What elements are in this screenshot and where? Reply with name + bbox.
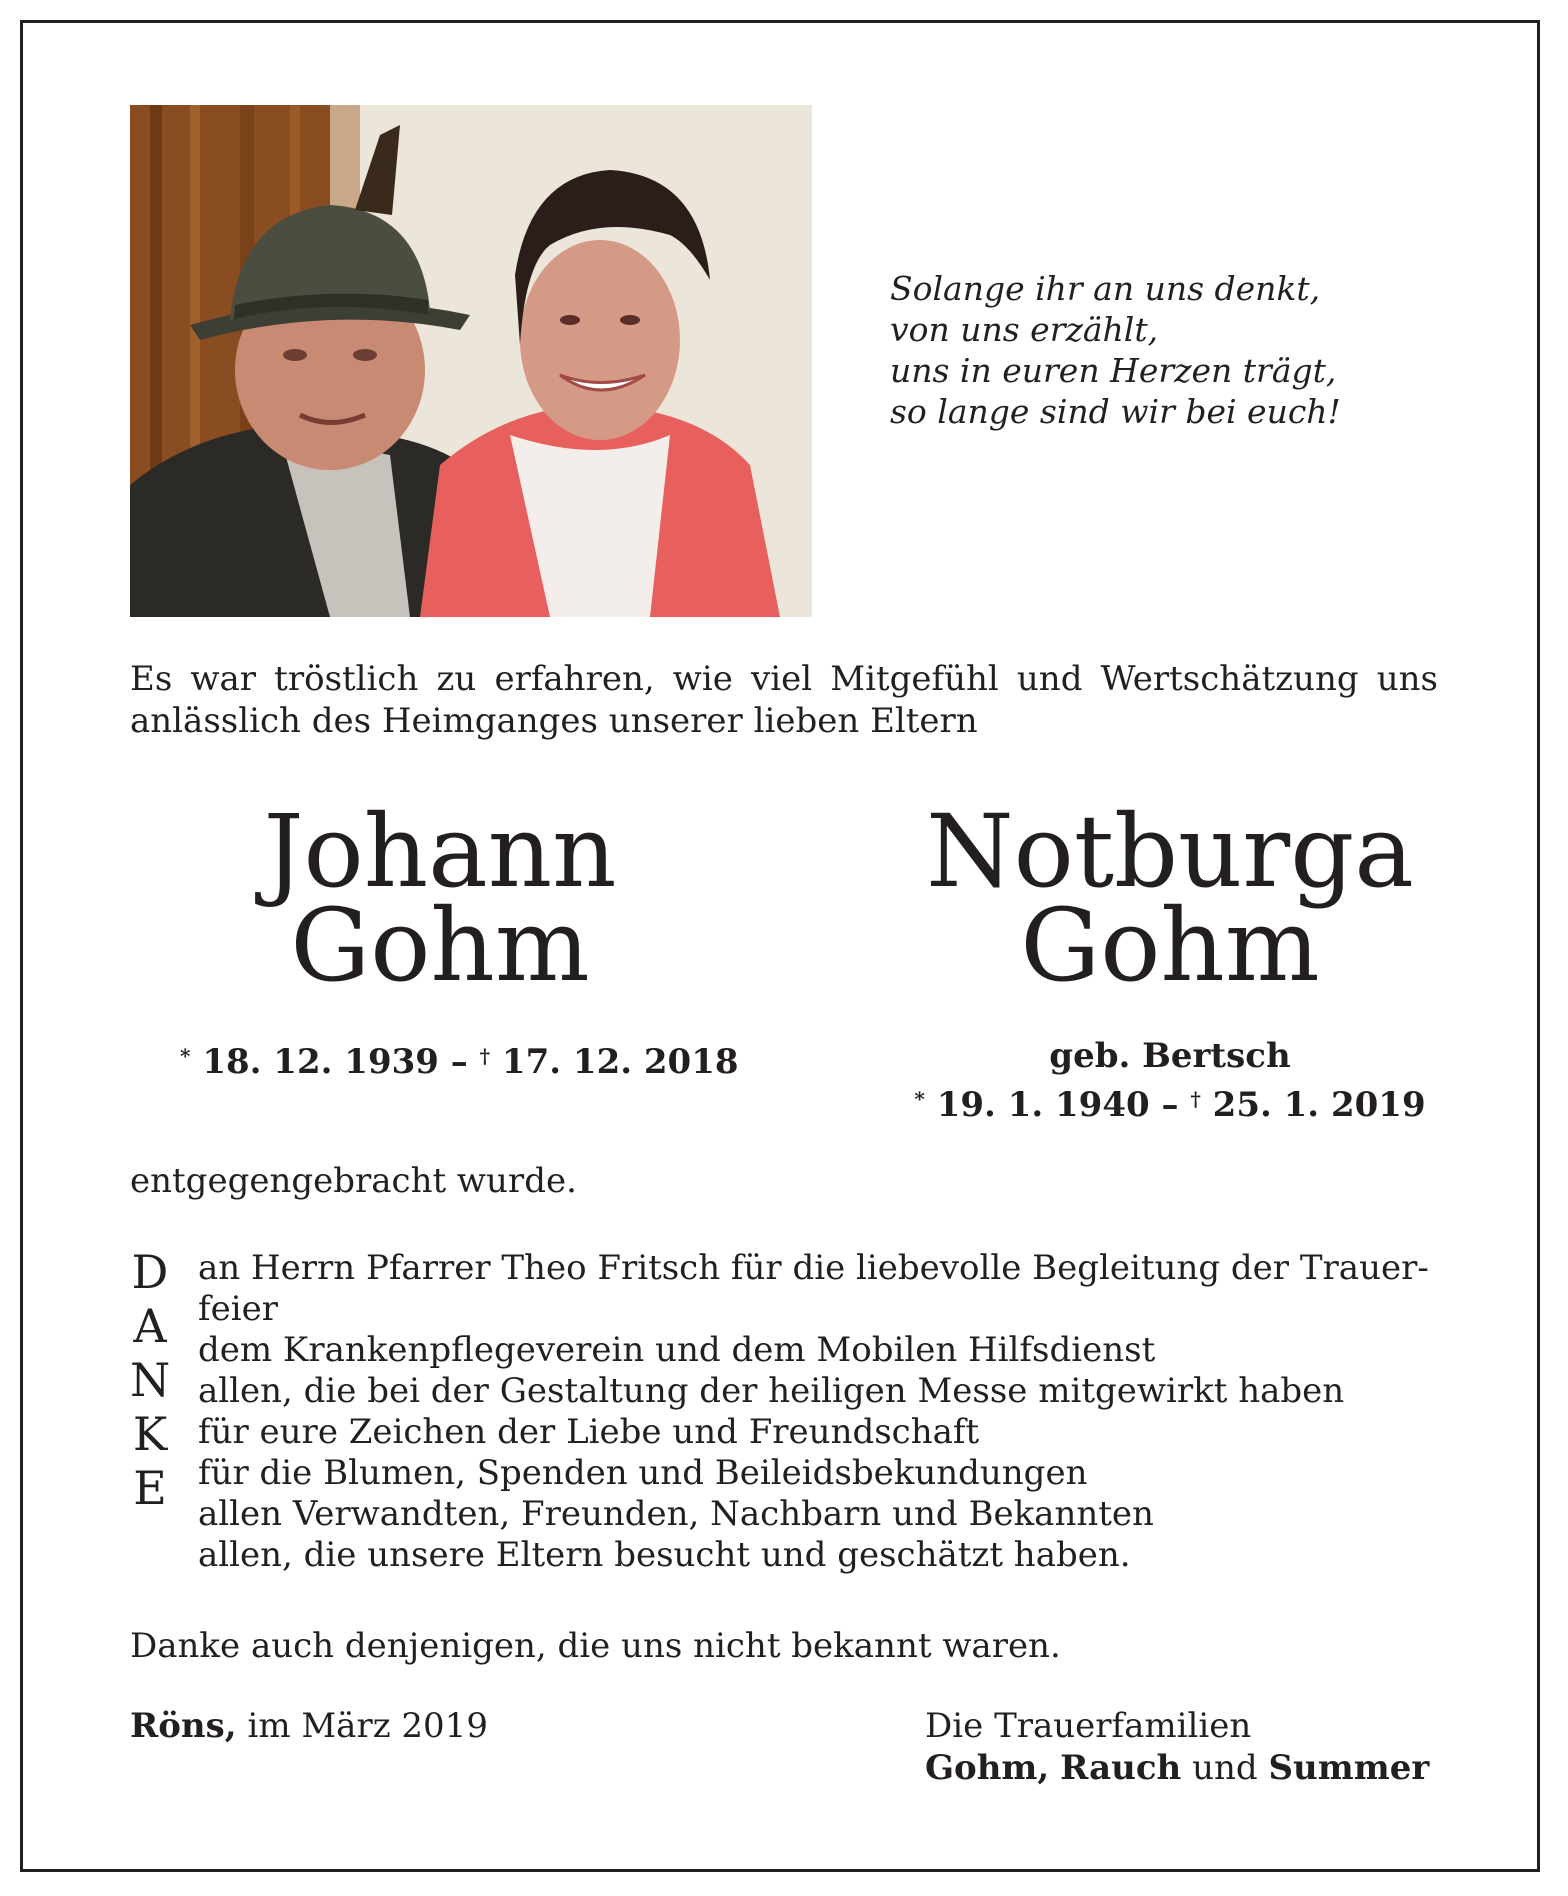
couple-photo <box>130 105 812 617</box>
danke-letter: E <box>133 1461 167 1515</box>
danke-letter: N <box>130 1353 171 1407</box>
danke-line: feier <box>198 1289 278 1329</box>
person1-dates: * 18. 12. 1939 – † 17. 12. 2018 <box>180 1042 739 1082</box>
danke-line: für eure Zeichen der Liebe und Freundschaft <box>198 1412 980 1452</box>
mourning-families <box>925 1705 1429 1789</box>
place-town: Röns, <box>130 1706 237 1746</box>
family-name: Summer <box>1268 1748 1430 1788</box>
person2-maiden-name <box>880 1035 1460 1077</box>
person2-maiden: geb. Bertsch <box>1049 1036 1291 1076</box>
woman-smiling-icon <box>520 240 680 440</box>
death-mark: † <box>479 1044 491 1068</box>
intro-line: Es war tröstlich zu erfahren, wie viel Mitgefühl und Wertschätzung uns <box>130 659 1438 699</box>
death-mark: † <box>1190 1087 1201 1111</box>
danke-line: allen Verwandten, Freunden, Nachbarn und Bekannten <box>198 1494 1154 1534</box>
families-names <box>925 1747 1429 1789</box>
person1-birth: 18. 12. 1939 <box>202 1042 439 1082</box>
verse-line: so lange sind wir bei euch! <box>890 392 1341 431</box>
danke-letter: D <box>131 1245 169 1299</box>
after-text: entgegengebracht wurde. <box>130 1161 577 1201</box>
verse-line: uns in euren Herzen trägt, <box>890 351 1337 390</box>
person1-last-name: Gohm <box>290 887 590 1004</box>
danke-line: dem Krankenpflegeverein und dem Mobilen Hilfsdienst <box>198 1330 1156 1370</box>
person2-death: 25. 1. 2019 <box>1212 1085 1426 1125</box>
closing-line: Danke auch denjenigen, die uns nicht bekannt waren. <box>130 1626 1061 1666</box>
person2-last-name: Gohm <box>1020 887 1320 1004</box>
danke-line: allen, die bei der Gestaltung der heiligen Messe mitgewirkt haben <box>198 1371 1345 1411</box>
person2-birth: 19. 1. 1940 <box>936 1085 1150 1125</box>
person2-first-name: Notburga <box>926 793 1414 910</box>
danke-list <box>198 1248 1448 1576</box>
danke-acrostic <box>130 1245 170 1515</box>
person1-name <box>180 793 700 1004</box>
birth-mark: * <box>914 1087 925 1111</box>
memorial-verse <box>890 268 1341 432</box>
birth-mark: * <box>180 1044 191 1068</box>
family-name: Rauch <box>1060 1748 1182 1788</box>
intro-paragraph <box>130 658 1438 742</box>
families-connector: und <box>1181 1748 1269 1788</box>
danke-line: für die Blumen, Spenden und Beileidsbekundungen <box>198 1453 1088 1493</box>
intro-line: anlässlich des Heimganges unserer lieben Eltern <box>130 701 978 741</box>
place-date <box>130 1705 488 1747</box>
person1-first-name: Johann <box>263 793 617 910</box>
danke-line: an Herrn Pfarrer Theo Fritsch für die liebevolle Begleitung der Trauer- <box>198 1248 1429 1288</box>
person1-death: 17. 12. 2018 <box>501 1042 739 1082</box>
danke-letter: A <box>133 1299 167 1353</box>
danke-letter: K <box>132 1407 168 1461</box>
family-name: Gohm, <box>925 1748 1050 1788</box>
verse-line: von uns erzählt, <box>890 310 1159 349</box>
person2-dates: * 19. 1. 1940 – † 25. 1. 2019 <box>914 1085 1426 1125</box>
verse-line: Solange ihr an uns denkt, <box>890 269 1321 308</box>
person2-name <box>880 793 1460 1004</box>
families-heading: Die Trauerfamilien <box>925 1706 1252 1746</box>
danke-line: allen, die unsere Eltern besucht und geschätzt haben. <box>198 1535 1131 1575</box>
place-date-text: im März 2019 <box>236 1706 488 1746</box>
